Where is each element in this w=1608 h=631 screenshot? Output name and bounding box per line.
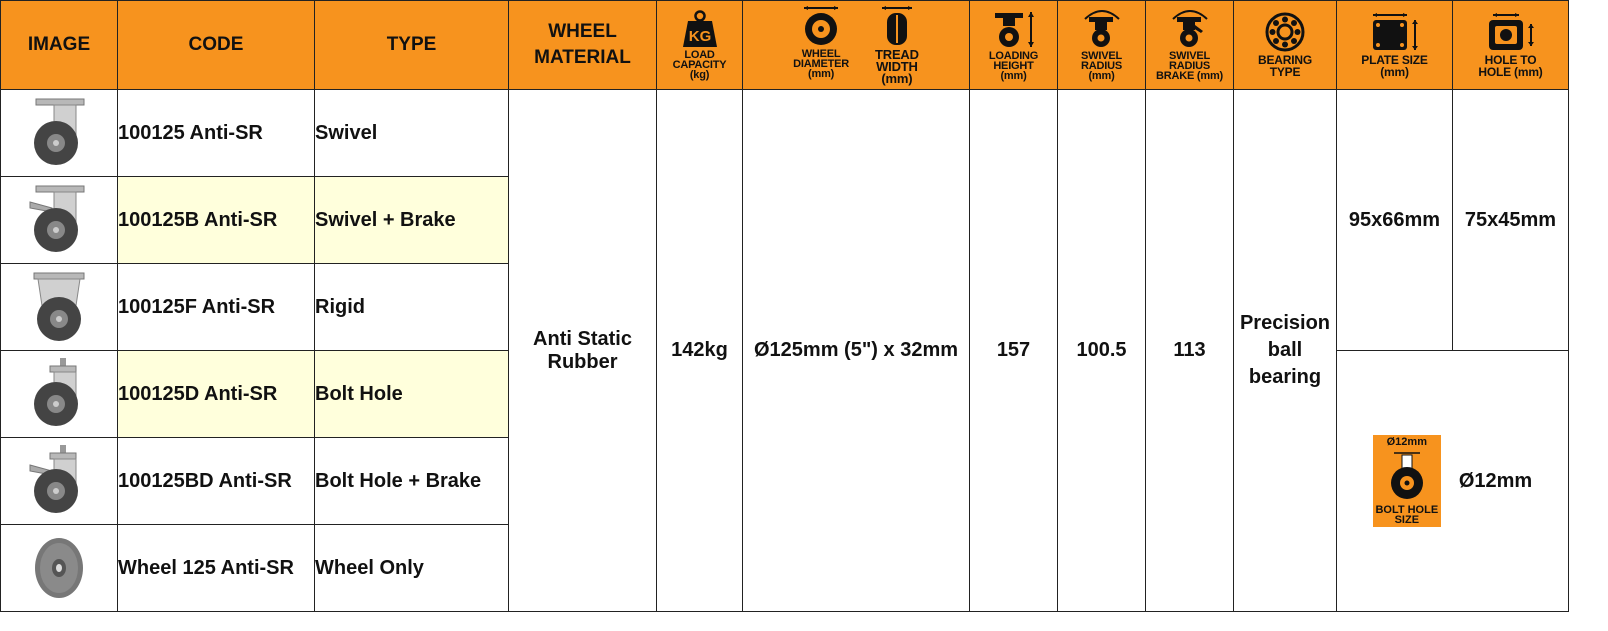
wheel-material-cell: Anti Static Rubber: [509, 90, 657, 612]
diameter-tread-cell: Ø125mm (5") x 32mm: [743, 90, 970, 612]
header-load-capacity: KG LOAD CAPACITY (kg): [657, 1, 743, 90]
product-image-rigid: [1, 264, 118, 351]
header-swivel-radius-brake: SWIVEL RADIUS BRAKE (mm): [1146, 1, 1234, 90]
row-code: 100125 Anti-SR: [118, 90, 315, 177]
row-code: Wheel 125 Anti-SR: [118, 525, 315, 612]
header-swivel-radius: SWIVEL RADIUS (mm): [1058, 1, 1146, 90]
header-row: [1, 1, 1569, 90]
table-row: [1, 90, 1569, 177]
svg-text:KG: KG: [688, 28, 711, 45]
row-code: 100125BD Anti-SR: [118, 438, 315, 525]
tread-width-block: TREAD WIDTH (mm): [875, 5, 919, 85]
loading-height-cell: 157: [970, 90, 1058, 612]
header-wheel-material: WHEEL MATERIAL: [509, 1, 657, 90]
row-type: Swivel: [315, 90, 509, 177]
header-plate-size: PLATE SIZE (mm): [1337, 1, 1453, 90]
tread-width-icon: [876, 5, 918, 47]
header-wheel-diameter-tread-width: [743, 1, 970, 90]
wheel-diameter-icon: [800, 5, 842, 47]
header-image: IMAGE: [1, 1, 118, 90]
bolt-hole-cell: [1337, 351, 1569, 612]
bolt-hole-icon: [1382, 451, 1432, 501]
weight-kg-icon: [682, 10, 718, 48]
header-code: CODE: [118, 1, 315, 90]
product-image-bolt-hole-brake: [1, 438, 118, 525]
product-image-swivel-brake: [1, 177, 118, 264]
product-image-swivel: [1, 90, 118, 177]
swivel-radius-cell: 100.5: [1058, 90, 1146, 612]
row-code: 100125F Anti-SR: [118, 264, 315, 351]
load-capacity-cell: 142kg: [657, 90, 743, 612]
plate-size-icon: [1367, 12, 1423, 52]
swivel-brake-caster-icon: [24, 182, 94, 258]
loading-height-icon: [991, 9, 1037, 49]
header-type: TYPE: [315, 1, 509, 90]
hole-to-hole-icon: [1483, 12, 1539, 52]
bolt-hole-card-label-bottom: BOLT HOLE SIZE: [1375, 504, 1439, 526]
plate-size-cell: 95x66mm: [1337, 90, 1453, 351]
bearing-type-cell: Precision ball bearing: [1234, 90, 1337, 612]
bolt-hole-size-card: [1373, 435, 1441, 527]
hole-to-hole-cell: 75x45mm: [1453, 90, 1569, 351]
product-image-wheel-only: [1, 525, 118, 612]
bolt-hole-size-value: Ø12mm: [1458, 469, 1533, 492]
bolt-hole-card-label-top: Ø12mm: [1386, 436, 1427, 448]
row-type: Bolt Hole: [315, 351, 509, 438]
wheel-only-icon: [24, 530, 94, 606]
rigid-caster-icon: [24, 269, 94, 345]
swivel-caster-icon: [24, 95, 94, 171]
row-code: 100125D Anti-SR: [118, 351, 315, 438]
row-type: Rigid: [315, 264, 509, 351]
row-type: Bolt Hole + Brake: [315, 438, 509, 525]
bolt-hole-caster-icon: [24, 356, 94, 432]
wheel-diameter-block: WHEEL DIAMETER (mm): [793, 5, 849, 85]
product-image-bolt-hole: [1, 351, 118, 438]
bolt-hole-brake-caster-icon: [24, 443, 94, 519]
row-type: Wheel Only: [315, 525, 509, 612]
header-bearing-type: BEARING TYPE: [1234, 1, 1337, 90]
swivel-radius-brake-cell: 113: [1146, 90, 1234, 612]
header-hole-to-hole: HOLE TO HOLE (mm): [1453, 1, 1569, 90]
header-loading-height: LOADING HEIGHT (mm): [970, 1, 1058, 90]
swivel-radius-brake-icon: [1167, 9, 1213, 49]
ball-bearing-icon: [1265, 12, 1305, 52]
row-type: Swivel + Brake: [315, 177, 509, 264]
row-code: 100125B Anti-SR: [118, 177, 315, 264]
swivel-radius-icon: [1079, 9, 1125, 49]
